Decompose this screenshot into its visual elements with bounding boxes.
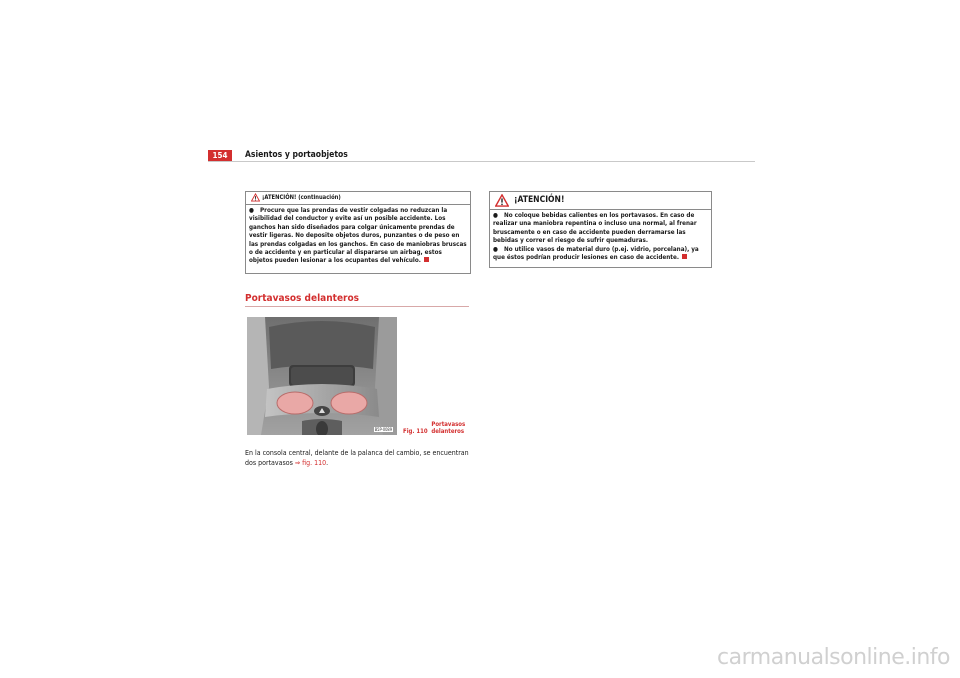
warning-bullet: ● No utilice vasos de material duro (p.ej. vidrio, porcelana), ya que éstos podrían producir lesiones en caso de accidente. [493, 245, 699, 262]
end-mark-icon [424, 257, 429, 262]
header-rule [208, 161, 755, 162]
figure-reference-link[interactable]: ⇒ fig. 110 [294, 458, 327, 467]
running-title: Asientos y portaobjetos [245, 150, 348, 160]
cupholders-illustration [247, 317, 397, 435]
warning-title: ¡ATENCIÓN! [514, 195, 565, 205]
warning-triangle-icon [495, 194, 509, 207]
watermark: carmanualsonline.info [717, 645, 950, 670]
section-body-text: En la consola central, delante de la palanca del cambio, se encuentran dos portavasos ⇒ fig. 110. [245, 449, 469, 467]
warning-header [490, 192, 711, 210]
warning-body [490, 210, 711, 262]
figure-caption-text: Portavasos delanteros [431, 421, 466, 435]
figure-caption-number: Fig. 110 [403, 428, 428, 435]
warning-triangle-icon [251, 193, 260, 202]
figure-code: B5P-0089 [374, 427, 392, 432]
warning-continued-body [246, 205, 470, 266]
warning-continued-bullet: ● Procure que las prendas de vestir colgadas no reduzcan la visibilidad del conductor y evite así un posible accidente. Los ganchos han sido diseñados para colgar únicamente prendas de vestir ligeras. No deposite objetos duros, punzantes o de peso en las prendas colgadas en los ganchos. En caso de maniobras bruscas o de accidente y en particular al dispararse un airbag, estos objetos pueden lesionar a los ocupantes del vehículo. [249, 207, 467, 265]
figure-caption [403, 421, 479, 435]
warning-bullet: ● No coloque bebidas calientes en los portavasos. En caso de realizar una maniobra repentina o incluso una normal, al frenar bruscamente o en caso de accidente pueden derramarse las bebidas y correr el riesgo de sufrir quemaduras. [493, 212, 697, 245]
figure-cupholders-photo [247, 317, 397, 435]
page-number: 154 [208, 150, 232, 161]
warning-continued-title: ¡ATENCIÓN! (continuación) [262, 195, 341, 201]
warning-box [489, 191, 712, 268]
warning-continued-box [245, 191, 471, 274]
section-rule [245, 306, 469, 307]
end-mark-icon [682, 254, 687, 259]
warning-continued-header [246, 192, 470, 205]
section-title: Portavasos delanteros [245, 293, 360, 304]
